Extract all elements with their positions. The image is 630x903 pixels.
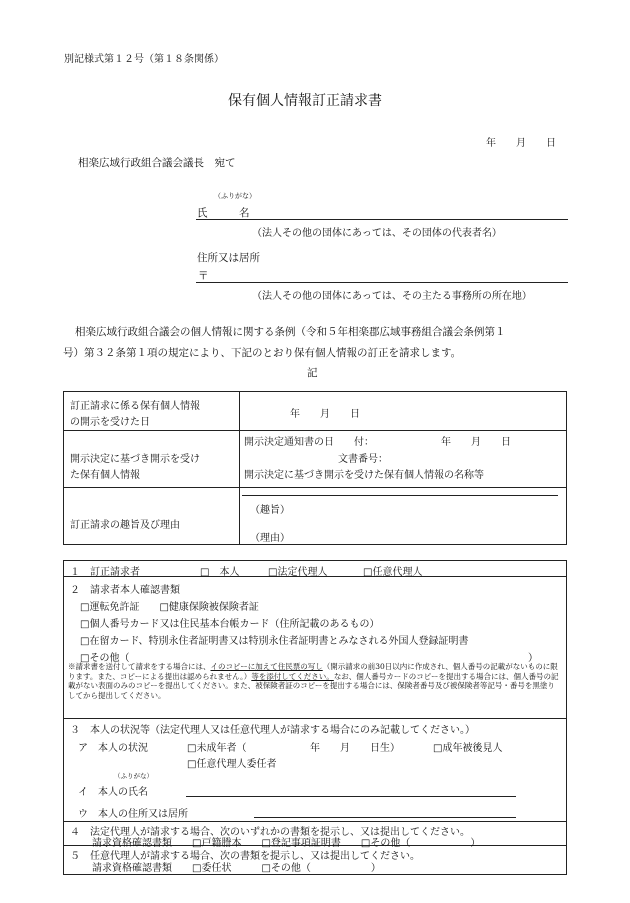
section4-label: ４ 法定代理人が請求する場合、次のいずれかの書類を提示し、又は提出してください。: [70, 827, 470, 838]
addressee: 相楽広域行政組合議会議長 宛て: [78, 157, 236, 169]
request-detail-table: [63, 391, 567, 545]
purpose-label[interactable]: （趣旨）: [250, 505, 290, 516]
person-address-underline[interactable]: [254, 817, 516, 818]
address-label: 住所又は居所: [197, 252, 260, 264]
person-name-label: イ 本人の氏名: [78, 787, 148, 798]
option-self-checkbox[interactable]: □ 本人: [200, 567, 240, 578]
furigana-label: （ふりがな）: [214, 192, 256, 200]
body-text-1: 相楽広域行政組合議会の個人情報に関する条例（令和５年相楽郡広域事務組合議会条例第１: [75, 326, 506, 338]
id-docs-line1[interactable]: □運転免許証 □健康保険被保険者証: [80, 602, 259, 613]
disclosure-date-label-2: の開示を受けた日: [70, 417, 150, 428]
name-label: 氏 名: [197, 207, 250, 219]
id-docs-line2[interactable]: □個人番号カード又は住民基本台帳カード（住所記載のあるもの）: [80, 619, 380, 630]
notice-date-value[interactable]: 年 月 日: [441, 437, 511, 448]
address-note: （法人その他の団体にあっては、その主たる事務所の所在地）: [252, 291, 532, 302]
section5-label: ５ 任意代理人が請求する場合、次の書類を提示し、又は提出してください。: [70, 851, 420, 862]
section1-label: １ 訂正請求者: [70, 567, 140, 578]
document-number-label: 文書番号：: [338, 454, 388, 465]
person-name-underline[interactable]: [186, 796, 516, 797]
voluntary-agent-docs[interactable]: 請求資格確認書類 □委任状 □その他（ ）: [92, 863, 381, 874]
disclosed-info-name-label: 開示決定に基づき開示を受けた保有個人情報の名称等: [244, 470, 484, 481]
birth-date[interactable]: 年 月 日生）: [310, 743, 400, 754]
body-text-2: 号）第３２条第１項の規定により、下記のとおり保有個人情報の訂正を請求します。: [63, 347, 462, 359]
page-title: 保有個人情報訂正請求書: [228, 93, 382, 109]
reason-label: 訂正請求の趣旨及び理由: [70, 520, 180, 531]
date-line: 年 月 日: [486, 138, 556, 149]
id-docs-other-close: ）: [528, 653, 538, 664]
id-docs-other[interactable]: □その他（: [80, 653, 130, 664]
address-underline[interactable]: [196, 282, 568, 283]
notice-date-label: 開示決定通知書の日 付：: [244, 437, 374, 448]
disclosure-date-value[interactable]: 年 月 日: [290, 409, 360, 420]
section3-label: ３ 本人の状況等（法定代理人又は任意代理人が請求する場合にのみ記載してください。）: [70, 725, 475, 736]
person-address-label: ウ 本人の住所又は居所: [78, 809, 188, 820]
disclosed-info-label-1: 開示決定に基づき開示を受け: [70, 454, 200, 465]
disclosure-date-label-1: 訂正請求に係る保有個人情報: [70, 401, 200, 412]
delegator-checkbox[interactable]: □任意代理人委任者: [187, 759, 277, 770]
section2-label: ２ 請求者本人確認書類: [70, 585, 180, 596]
mailing-note: ※請求書を送付して請求をする場合には、イのコピーに加えて住民票の写し（開示請求の前30日以内に作成され、個人番号の記載がないものに限ります。また、コピーによる提出は認められません。）等を添付してください。なお、個人番号カードのコピーを提出する場合には、個人番号の記載がない表面のみのコピーを提出してください。また、被保険者証のコピーを提出する場合には、保険者番号及び被保険者等記号・番号を黒塗りしてから提出してください。: [68, 662, 559, 700]
name-underline[interactable]: [196, 219, 568, 220]
form-number: 別記様式第１２号（第１８条関係）: [64, 54, 224, 65]
postal-mark: 〒: [198, 270, 209, 282]
disclosed-info-label-2: た保有個人情報: [70, 470, 140, 481]
ki-label: 記: [307, 367, 318, 379]
minor-checkbox[interactable]: □未成年者（: [187, 743, 247, 754]
adult-ward-checkbox[interactable]: □成年被後見人: [433, 743, 503, 754]
legal-agent-docs[interactable]: 請求資格確認書類 □戸籍謄本 □登記事項証明書 □その他（ ）: [92, 838, 481, 849]
reason-field-label[interactable]: （理由）: [250, 533, 290, 544]
person-furigana-label: （ふりがな）: [114, 772, 153, 780]
option-voluntary-agent-checkbox[interactable]: □任意代理人: [363, 567, 423, 578]
disclosed-info-underline[interactable]: [242, 495, 558, 496]
option-legal-agent-checkbox[interactable]: □法定代理人: [268, 567, 328, 578]
person-status-label: ア 本人の状況: [78, 743, 148, 754]
id-docs-line3[interactable]: □在留カード、特別永住者証明書又は特別永住者証明書とみなされる外国人登録証明書: [80, 636, 469, 647]
name-note: （法人その他の団体にあっては、その団体の代表者名）: [252, 228, 502, 239]
requester-info-table: [63, 560, 567, 875]
